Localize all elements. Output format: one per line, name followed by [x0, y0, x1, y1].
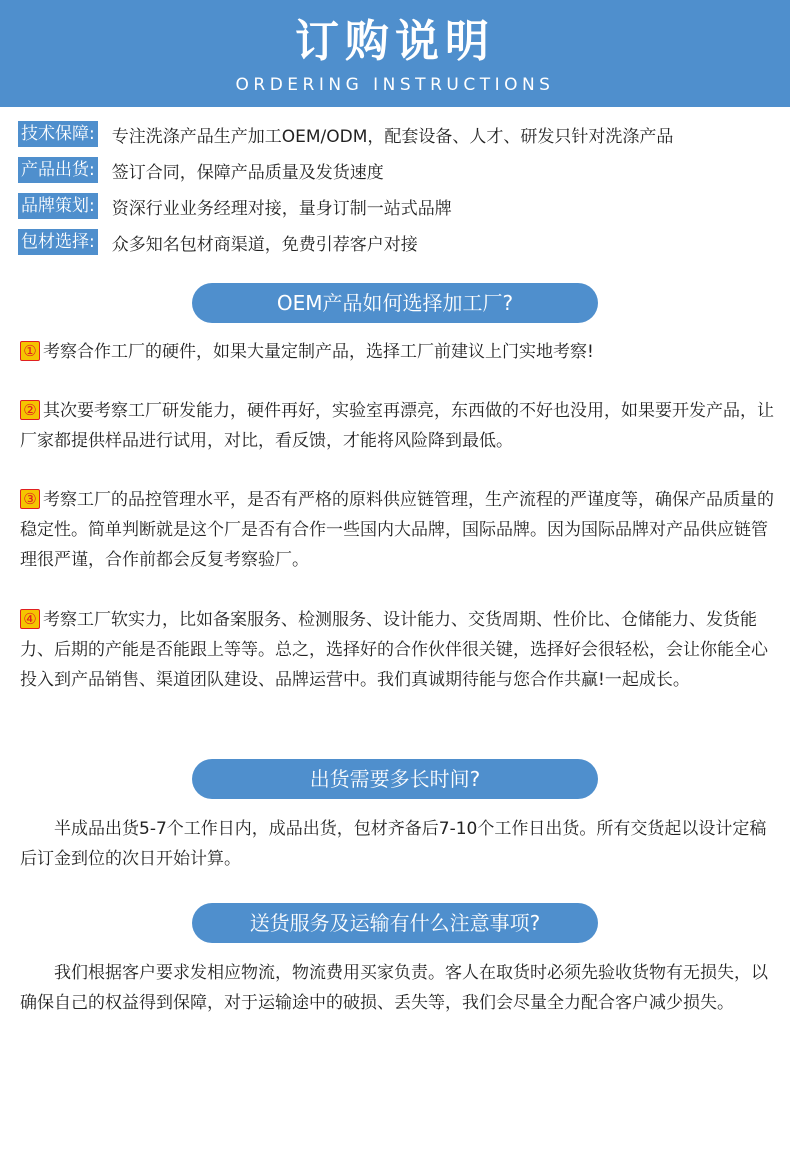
page-subtitle: ORDERING INSTRUCTIONS	[235, 75, 555, 95]
list-item	[20, 396, 774, 456]
feature-tag: 技术保障:	[18, 121, 98, 147]
feature-row-tech	[18, 116, 778, 152]
number-badge: ②	[20, 400, 40, 420]
section-heading-shipping-notes: 送货服务及运输有什么注意事项?	[192, 903, 598, 943]
number-badge: ③	[20, 489, 40, 509]
feature-text: 签订合同，保障产品质量及发货速度	[111, 162, 384, 183]
list-item	[20, 337, 774, 367]
list-item-text: 考察合作工厂的硬件，如果大量定制产品，选择工厂前建议上门实地考察!	[43, 342, 594, 362]
header-banner	[0, 0, 790, 107]
feature-list	[18, 116, 778, 260]
section-heading-delivery-time: 出货需要多长时间?	[192, 759, 598, 799]
list-item-text: 考察工厂的品控管理水平，是否有严格的原料供应链管理，生产流程的严谨度等，确保产品质量的稳定性。简单判断就是这个厂是否有合作一些国内大品牌，国际品牌。因为国际品牌对产品供应链管理很严谨，合作前都会反复考察验厂。	[20, 490, 774, 570]
number-badge: ①	[20, 341, 40, 361]
feature-row-shipping	[18, 152, 778, 188]
page-title: 订购说明	[295, 16, 495, 67]
feature-tag: 包材选择:	[18, 229, 98, 255]
feature-text: 众多知名包材商渠道，免费引荐客户对接	[111, 234, 418, 255]
list-item-text: 其次要考察工厂研发能力，硬件再好，实验室再漂亮，东西做的不好也没用，如果要开发产品，让厂家都提供样品进行试用，对比，看反馈，才能将风险降到最低。	[20, 401, 774, 451]
section-heading-choose-factory: OEM产品如何选择加工厂?	[192, 283, 598, 323]
feature-text: 专注洗涤产品生产加工OEM/ODM，配套设备、人才、研发只针对洗涤产品	[111, 126, 674, 147]
feature-row-packaging	[18, 224, 778, 260]
list-item-text: 考察工厂软实力，比如备案服务、检测服务、设计能力、交货周期、性价比、仓储能力、发货能力、后期的产能是否能跟上等等。总之，选择好的合作伙伴很关键，选择好会很轻松，会让你能全心投入到产品销售、渠道团队建设、品牌运营中。我们真诚期待能与您合作共赢!一起成长。	[20, 610, 768, 690]
feature-tag: 产品出货:	[18, 157, 98, 183]
shipping-notes-text: 我们根据客户要求发相应物流，物流费用买家负责。客人在取货时必须先验收货物有无损失，以确保自己的权益得到保障，对于运输途中的破损、丢失等，我们会尽量全力配合客户减少损失。	[20, 963, 768, 1013]
list-item	[20, 605, 774, 695]
feature-text: 资深行业业务经理对接，量身订制一站式品牌	[111, 198, 452, 219]
feature-tag: 品牌策划:	[18, 193, 98, 219]
list-item	[20, 485, 774, 575]
delivery-time-text: 半成品出货5-7个工作日内，成品出货，包材齐备后7-10个工作日出货。所有交货起以设计定稿后订金到位的次日开始计算。	[20, 819, 767, 869]
feature-row-branding	[18, 188, 778, 224]
number-badge: ④	[20, 609, 40, 629]
